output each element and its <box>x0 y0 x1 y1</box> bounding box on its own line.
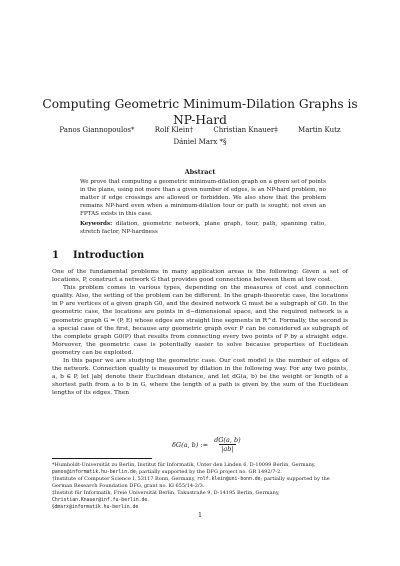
section-number: 1 <box>52 250 59 261</box>
author-name: Panos Giannopoulos* <box>59 126 135 134</box>
body-text <box>52 268 348 398</box>
footnote: *Humboldt-Universität zu Berlin, Institut für Informatik, Unter den Linden 6, D-10099 Berlin, Germany, panos@informatik.hu-berlin.de; partially supported by the DFG project no. GR 1492/7-2. <box>52 462 316 475</box>
keywords-label: Keywords: <box>80 221 113 227</box>
footnote: ‡Institut für Informatik, Freie Universität Berlin, Takustraße 9, D-14195 Berlin, Germany, Christian.Knauer@inf.fu-berlin.de. <box>52 490 280 503</box>
formula-lhs: δG(a, b) := <box>172 440 209 449</box>
section-heading <box>52 250 144 261</box>
email-address: Christian.Knauer@inf.fu-berlin.de <box>52 498 148 503</box>
author-list <box>30 124 370 148</box>
footnotes <box>52 462 348 511</box>
footnote: §dmarx@informatik.hu-berlin.de <box>52 504 139 510</box>
footnote: †Institute of Computer Science I, 53117 Bonn, Germany, rolf.klein@uni-bonn.de; partially supported by the German Research Foundation DFG, grant no. Kl 655/14-2/3. <box>52 476 330 489</box>
formula-fraction <box>212 436 243 453</box>
keywords-list: dilation, geometric network, plane graph, tour, path, spanning ratio, stretch factor, NP-hardness <box>80 221 326 235</box>
email-address: panos@informatik.hu-berlin.de <box>52 470 136 475</box>
paragraph: In this paper we are studying the geometric case. Our cost model is the number of edges of the network. Connection quality is measured by dilation in the following way. For any two points, a, b ∈ P, let |ab| denote their Euclidean distance, and let dG(a, b) be the weight or length of a shortest path from a to b in G, where the length of a path is given by the sum of the Euclidean lengths of its edges. Then <box>52 358 348 397</box>
paragraph: One of the fundamental problems in many application areas is the following: Given a set of locations, P, construct a network G that provides good connections between them at low cost. <box>52 269 348 284</box>
author-name: Christian Knauer‡ <box>213 126 278 134</box>
author-name: Dániel Marx *§ <box>173 138 227 146</box>
paper-title: Computing Geometric Minimum-Dilation Graphs is NP-Hard <box>42 97 358 127</box>
page-number: 1 <box>198 512 202 519</box>
author-name: Rolf Klein† <box>154 126 194 134</box>
dilation-formula <box>172 436 243 453</box>
footnote-rule <box>52 458 152 459</box>
abstract-text: We prove that computing a geometric minimum-dilation graph on a given set of points in the plane, using not more than a given number of edges, is an NP-hard problem, no matter if edge crossings are allowed or forbidden. We also show that the problem remains NP-hard even when a minimum-dilation tour or path is sought; not even an FPTAS exists in this case. <box>80 179 326 217</box>
section-title: Introduction <box>72 250 145 261</box>
abstract-heading: Abstract <box>184 168 216 176</box>
formula-numerator: dG(a, b) <box>214 436 241 444</box>
paragraph: This problem comes in various types, depending on the measures of cost and connection quality. Also, the setting of the problem can be different. In the graph-theoretic case, the locations in P are vertices of a given graph G0, and the desired network G must be a subgraph of G0. In the geometric case, the locations are points in d−dimensional space, and the required network is a geometric graph G = (P, E) whose edges are straight line segments in R^d. Formally, the second is a special case of the first, because any geometric graph over P can be considered as subgraph of the complete graph G0(P) that results from connecting every two points of P by a straight edge. Moreover, the geometric case is potentially easier to solve because properties of Euclidean geometry can be exploited. <box>52 285 348 356</box>
author-name: Martin Kutz <box>298 126 341 134</box>
email-address: rolf.klein@uni-bonn.de <box>197 477 261 482</box>
email-address: dmarx@informatik.hu-berlin.de <box>54 505 139 510</box>
keywords <box>80 220 326 236</box>
formula-denominator: |ab| <box>221 445 234 453</box>
